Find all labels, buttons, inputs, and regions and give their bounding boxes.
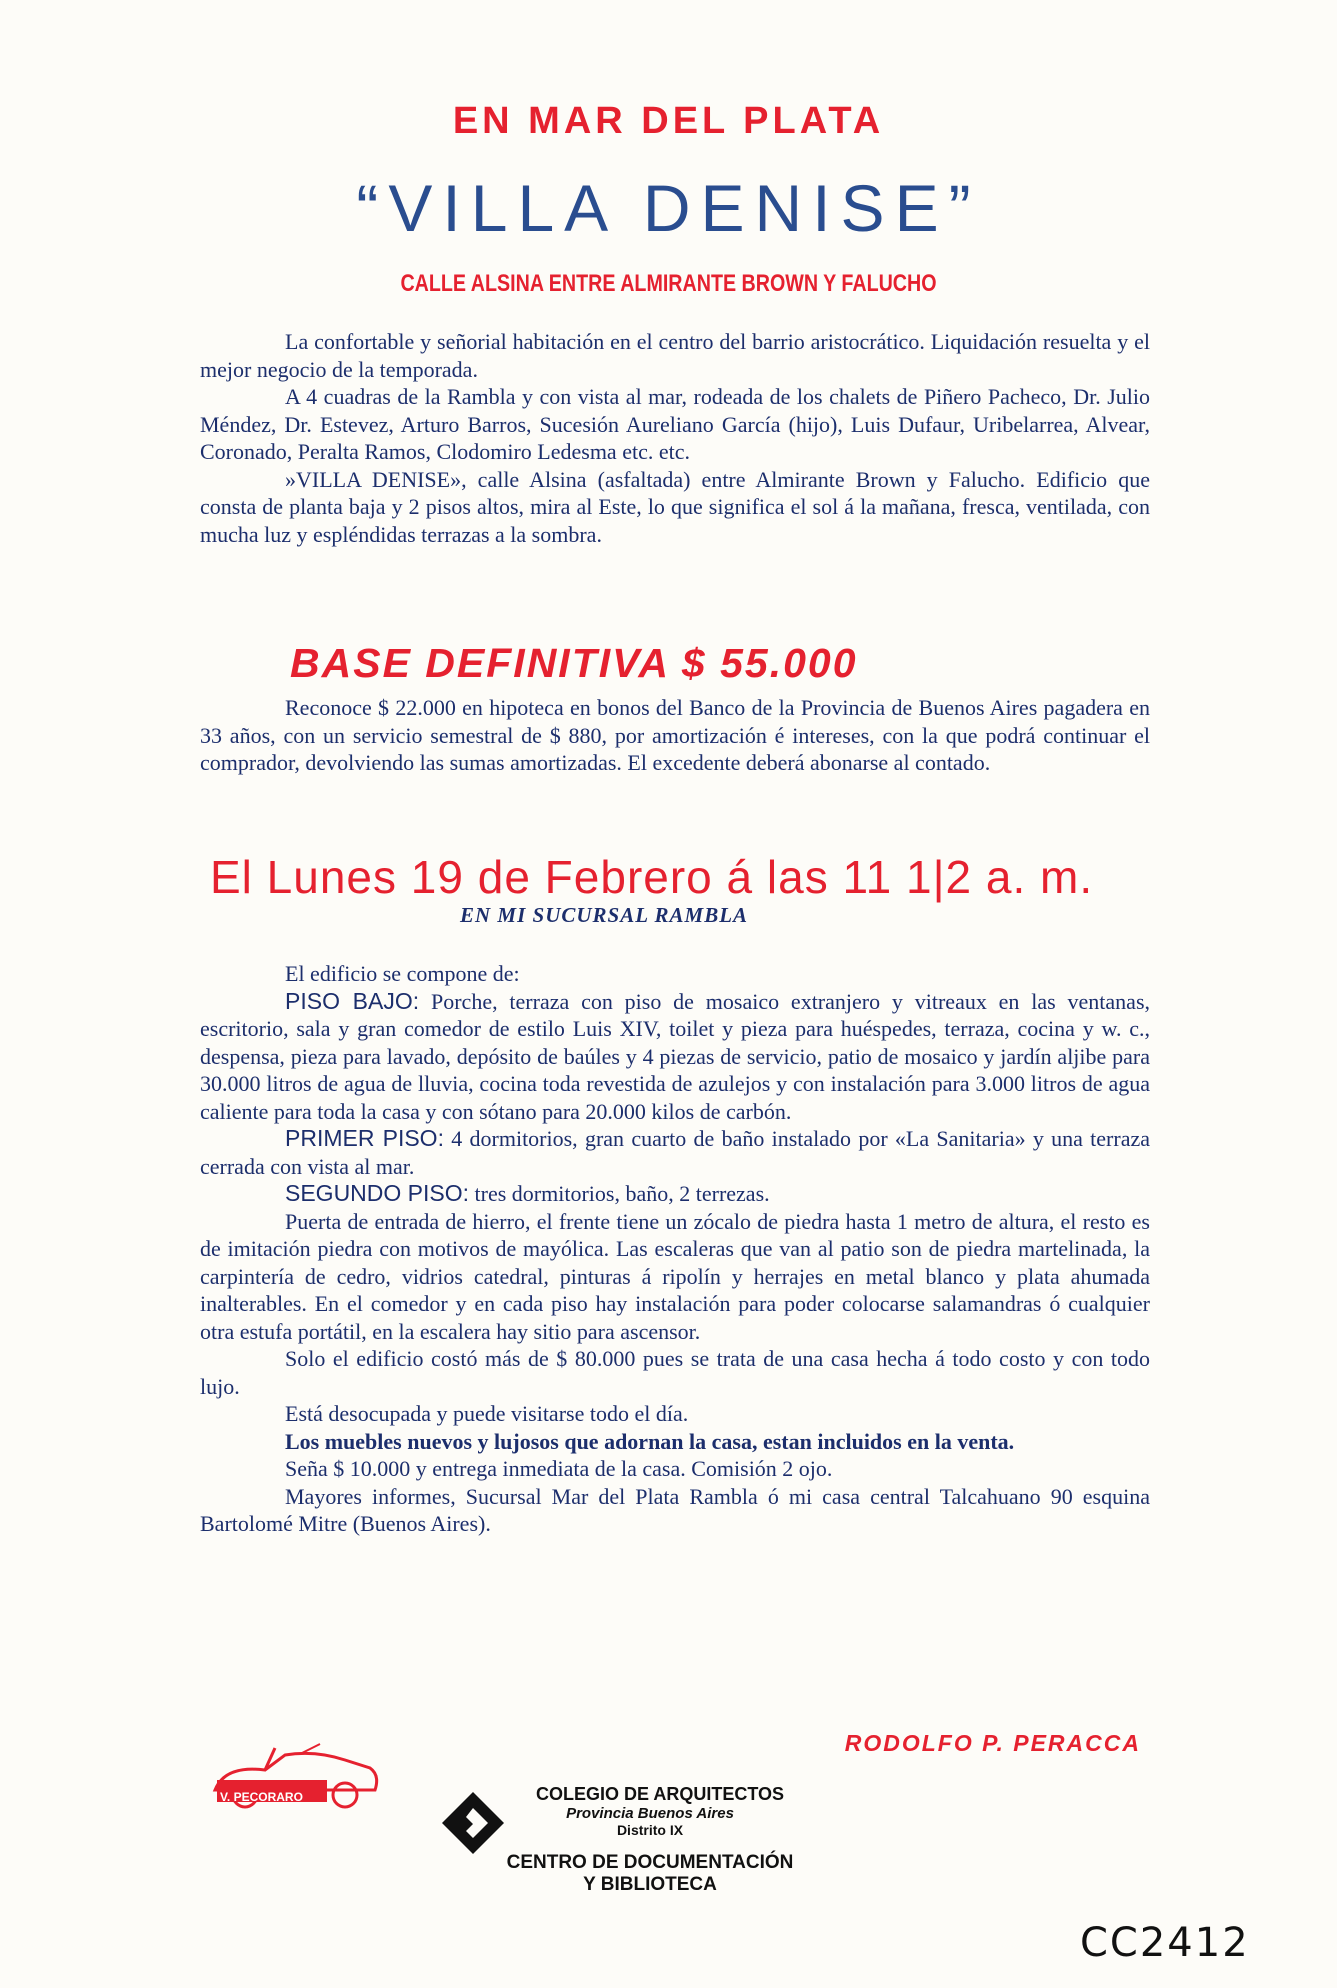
stamp-library: Y BIBLIOTECA: [583, 1874, 717, 1895]
intro-section: [200, 328, 1150, 548]
price-paragraph: Reconoce $ 22.000 en hipoteca en bonos del Banco de la Provincia de Buenos Aires pagadera en 33 años, con un servicio semestral de $ 880, por amortización é intereses, con la que podrá continuar el comprador, devolviendo las sumas amortizadas. El excedente deberá abonarse al contado.: [200, 695, 1150, 775]
intro-paragraph: La confortable y señorial habitación en el centro del barrio aristocrático. Liquidación resuelta y el mejor negocio de la temporada.: [200, 329, 1150, 382]
archive-code: CC2412: [1080, 1920, 1250, 1966]
first-floor-text: 4 dormitorios, gran cuarto de baño instalado por «La Sanitaria» y una terraza cerrada con vista al mar.: [200, 1126, 1150, 1179]
villa-title: “VILLA DENISE”: [356, 171, 981, 245]
price-section: [200, 694, 1150, 777]
furniture-paragraph: Los muebles nuevos y lujosos que adornan la casa, estan incluidos en la venta.: [285, 1428, 1015, 1454]
auction-date: El Lunes 19 de Febrero á las 11 1|2 a. m.: [210, 851, 1094, 903]
second-floor-text: tres dormitorios, baño, 2 terrezas.: [474, 1181, 770, 1206]
second-floor-paragraph: [200, 1180, 1150, 1208]
stamp-institution: COLEGIO DE ARQUITECTOS: [535, 1784, 785, 1804]
archive-stamp: [440, 1784, 860, 1896]
building-section: [200, 960, 1150, 1538]
cost-paragraph: Solo el edificio costó más de $ 80.000 pues se trata de una casa hecha á todo costo y con todo lujo.: [200, 1346, 1150, 1399]
ground-floor-label: PISO BAJO:: [285, 987, 420, 1014]
auction-place: EN MI SUCURSAL RAMBLA: [460, 903, 749, 927]
stamp-district: Distrito IX: [616, 1822, 684, 1838]
intro-paragraph: »VILLA DENISE», calle Alsina (asfaltada) entre Almirante Brown y Falucho. Edificio que consta de planta baja y 2 pisos altos, mira al Este, lo que significa el sol á la mañana, fresca, ventilada, con mucha luz y espléndidas terrazas a la sombra.: [200, 466, 1150, 547]
details-paragraph: Puerta de entrada de hierro, el frente tiene un zócalo de piedra hasta 1 metro de altura, el resto es de imitación piedra con motivos de mayólica. Las escaleras que van al patio son de piedra martelinada, la carpintería de cedro, vidrios catedral, pinturas á ripolín y herrajes en metal blanco y plata ahumada inalterables. En el comedor y en cada piso hay instalación para poder colocarse salamandras ó cualquier otra estufa portátil, en la escalera hay sitio para ascensor.: [200, 1208, 1150, 1344]
signature: RODOLFO P. PERACCA: [844, 1730, 1141, 1756]
visit-paragraph: Está desocupada y puede visitarse todo el día.: [285, 1401, 689, 1426]
stamp-center: CENTRO DE DOCUMENTACIÓN: [506, 1852, 794, 1873]
stamp-province: Provincia Buenos Aires: [566, 1805, 734, 1822]
deposit-paragraph: Seña $ 10.000 y entrega inmediata de la casa. Comisión 2 ojo.: [285, 1456, 833, 1481]
ground-floor-paragraph: [200, 988, 1150, 1126]
price-title: BASE DEFINITIVA $ 55.000: [290, 640, 858, 686]
printer-name: V. PECORARO: [220, 1790, 303, 1804]
ground-floor-text: Porche, terraza con piso de mosaico extranjero y vitreaux en las ventanas, escritorio, sala y gran comedor de estilo Luis XIV, toilet y pieza para huéspedes, terraza, cocina y w. c., despensa, pieza para lavado, depósito de baúles y 4 piezas de servicio, patio de mosaico y jardín aljibe para 30.000 litros de agua de lluvia, cocina toda revestida de azulejos y con instalación para 3.000 litros de agua caliente para toda la casa y con sótano para 20.000 kilos de carbón.: [200, 988, 1151, 1124]
printer-car-logo: [205, 1740, 385, 1820]
city-heading: EN MAR DEL PLATA: [452, 100, 885, 142]
first-floor-label: PRIMER PISO:: [285, 1125, 444, 1151]
building-intro: El edificio se compone de:: [285, 961, 520, 986]
info-paragraph: Mayores informes, Sucursal Mar del Plata Rambla ó mi casa central Talcahuano 90 esquina Bartolomé Mitre (Buenos Aires).: [200, 1483, 1150, 1536]
first-floor-paragraph: [200, 1125, 1150, 1180]
street-subtitle: CALLE ALSINA ENTRE ALMIRANTE BROWN Y FALUCHO: [400, 270, 937, 297]
second-floor-label: SEGUNDO PISO:: [285, 1180, 470, 1206]
intro-paragraph: A 4 cuadras de la Rambla y con vista al mar, rodeada de los chalets de Piñero Pacheco, Dr. Julio Méndez, Dr. Estevez, Arturo Barros, Sucesión Aureliano García (hijo), Luis Dufaur, Uribelarrea, Alvear, Coronado, Peralta Ramos, Clodomiro Ledesma etc. etc.: [200, 384, 1150, 464]
